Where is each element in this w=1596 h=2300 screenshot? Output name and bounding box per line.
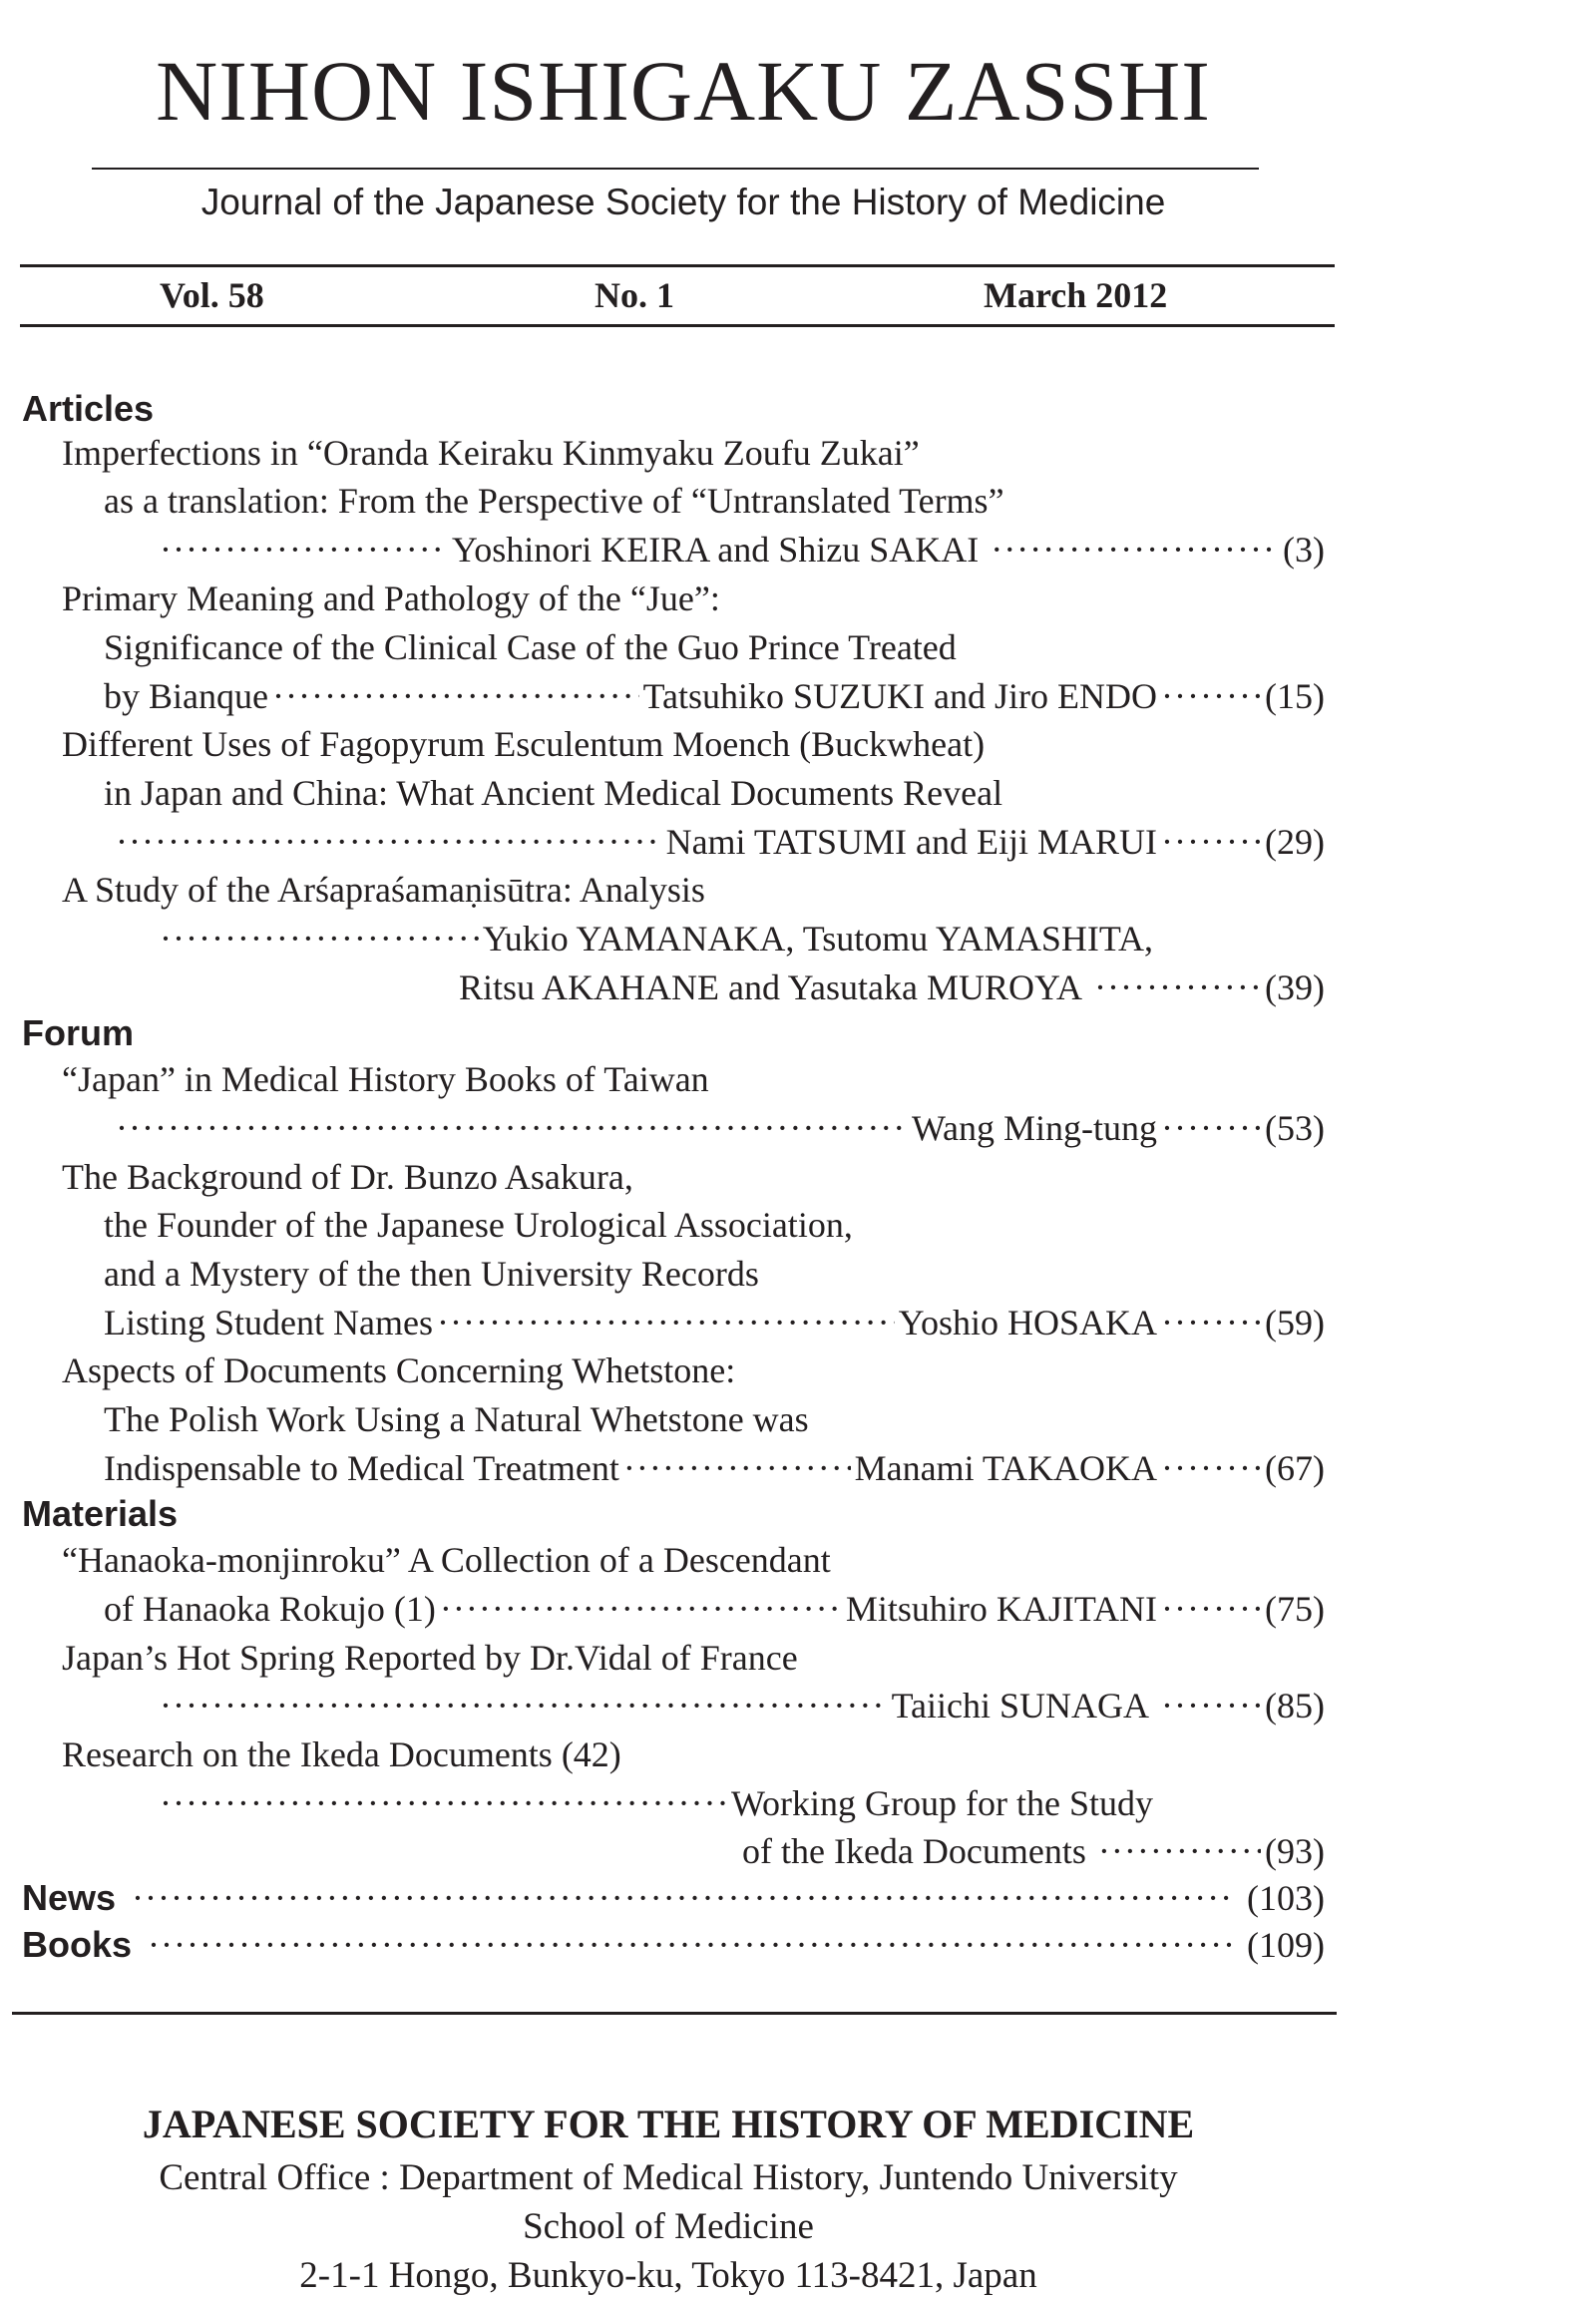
entry-text: and a Mystery of the then University Records (104, 1254, 759, 1294)
toc-entry-title-line (62, 872, 705, 908)
number-label: No. 1 (595, 275, 674, 315)
entry-page: (85) (1265, 1686, 1325, 1725)
publisher-footer (0, 2075, 1337, 2300)
section-heading-forum: Forum (22, 1012, 134, 1053)
entry-authors: Yoshinori KEIRA and Shizu SAKAI (451, 530, 980, 570)
leader-dots (623, 1450, 851, 1486)
toc-entry-news (22, 1877, 1325, 1918)
entry-text: Imperfections in “Oranda Keiraku Kinmyaku Zoufu Zukai” (62, 433, 920, 473)
leader-dots (1161, 1450, 1261, 1486)
society-name: JAPANESE SOCIETY FOR THE HISTORY OF MEDICINE (142, 2102, 1195, 2146)
entry-text: the Founder of the Japanese Urological Association, (104, 1205, 853, 1245)
toc-entry-title-line (62, 1159, 633, 1195)
office-line-1: Central Office : Department of Medical History, Juntendo University (159, 2157, 1178, 2198)
leader-dots (1161, 824, 1261, 860)
entry-text: Indispensable to Medical Treatment (104, 1448, 619, 1488)
toc-entry-author-line (104, 1591, 1325, 1627)
entry-text: Research on the Ikeda Documents (42) (62, 1734, 621, 1774)
section-heading-news: News (22, 1877, 117, 1918)
entry-authors: Mitsuhiro KAJITANI (845, 1589, 1158, 1629)
entry-text: Primary Meaning and Pathology of the “Jue”: (62, 578, 720, 618)
entry-page: (103) (1247, 1878, 1325, 1918)
toc-entry-author-line (156, 921, 1153, 957)
journal-subtitle: Journal of the Japanese Society for the History of Medicine (200, 182, 1166, 222)
entry-text: Japan’s Hot Spring Reported by Dr.Vidal of France (62, 1638, 798, 1678)
entry-page: (3) (1283, 530, 1325, 570)
entry-authors: Nami TATSUMI and Eiji MARUI (665, 822, 1158, 862)
entry-text: in Japan and China: What Ancient Medical Documents Reveal (104, 773, 1003, 813)
toc-entry-title-line (104, 1207, 853, 1243)
toc-entry-author-line (104, 1450, 1325, 1486)
toc-entry-title-line (62, 1352, 735, 1388)
issue-top-rule (20, 264, 1335, 267)
toc-entry-title-line (62, 580, 720, 616)
leader-dots (437, 1305, 895, 1341)
toc-entry-title-line (104, 629, 957, 665)
toc-entry-title-line (104, 1256, 759, 1292)
entry-page: (93) (1265, 1831, 1325, 1871)
leader-dots (160, 921, 479, 957)
toc-entry-author-line (156, 1688, 1325, 1724)
entry-text: A Study of the Arśapraśamaṇisūtra: Analysis (62, 870, 705, 910)
entry-text: “Hanaoka-monjinroku” A Collection of a Descendant (62, 1540, 831, 1580)
leader-dots (991, 532, 1279, 568)
entry-text: The Polish Work Using a Natural Whetstone was (104, 1399, 809, 1439)
office-address (0, 2154, 1337, 2300)
entry-authors: Working Group for the Study (730, 1783, 1153, 1823)
toc-entry-title-line (104, 483, 1004, 519)
toc-entry-title-line (62, 1640, 798, 1676)
issue-date: March 2012 (984, 275, 1168, 315)
entry-page: (109) (1247, 1925, 1325, 1965)
section-heading-books: Books (22, 1924, 133, 1965)
leader-dots (1161, 1305, 1261, 1341)
entry-page: (29) (1265, 822, 1325, 862)
toc-entry-author-line (742, 1833, 1325, 1869)
toc-entry-author-line (112, 824, 1325, 860)
toc-entry-author-line (104, 678, 1325, 714)
entry-text: Listing Student Names (104, 1303, 433, 1342)
leader-dots (160, 532, 448, 568)
postal-address: 2-1-1 Hongo, Bunkyo-ku, Tokyo 113-8421, Japan (299, 2254, 1037, 2296)
entry-page: (53) (1265, 1108, 1325, 1148)
toc-entry-title-line (62, 1061, 709, 1097)
toc-entry-author-line (104, 1305, 1325, 1341)
toc-entry-title-line (62, 1542, 831, 1578)
office-line-2: School of Medicine (523, 2205, 814, 2247)
section-heading-articles: Articles (22, 388, 155, 429)
entry-text: as a translation: From the Perspective of “Untranslated Terms” (104, 481, 1004, 521)
leader-dots (1161, 1688, 1261, 1724)
toc-entry-author-line (112, 1110, 1325, 1146)
toc-entry-title-line (104, 1401, 809, 1437)
issue-bottom-rule (20, 324, 1335, 327)
leader-dots (148, 1927, 1233, 1963)
entry-authors: Taiichi SUNAGA (891, 1686, 1150, 1725)
volume-label: Vol. 58 (160, 275, 264, 315)
toc-entry-books (22, 1924, 1325, 1965)
entry-text: “Japan” in Medical History Books of Taiwan (62, 1059, 709, 1099)
leader-dots (1161, 678, 1261, 714)
leader-dots (160, 1688, 888, 1724)
entry-text: Aspects of Documents Concerning Whetstone: (62, 1350, 736, 1390)
journal-title: NIHON ISHIGAKU ZASSHI (156, 43, 1211, 139)
toc-entry-title-line (62, 435, 920, 471)
entry-authors: Ritsu AKAHANE and Yasutaka MUROYA (459, 967, 1083, 1007)
entry-text: Different Uses of Fagopyrum Esculentum Moench (Buckwheat) (62, 724, 986, 764)
toc-entry-author-line (156, 532, 1325, 568)
toc-entry-title-line (62, 1736, 621, 1772)
leader-dots (272, 678, 639, 714)
entry-authors: Yoshio HOSAKA (898, 1303, 1158, 1342)
entry-authors: Manami TAKAOKA (854, 1448, 1158, 1488)
entry-page: (75) (1265, 1589, 1325, 1629)
entry-authors: of the Ikeda Documents (742, 1831, 1086, 1871)
masthead (0, 0, 1596, 339)
leader-dots (1161, 1110, 1261, 1146)
entry-page: (39) (1265, 967, 1325, 1007)
leader-dots (132, 1880, 1233, 1916)
leader-dots (116, 1110, 908, 1146)
toc-entry-author-line (156, 1785, 1153, 1821)
leader-dots (1161, 1591, 1261, 1627)
entry-authors: Yukio YAMANAKA, Tsutomu YAMASHITA, (482, 919, 1153, 958)
entry-text: Significance of the Clinical Case of the Guo Prince Treated (104, 627, 957, 667)
section-heading-materials: Materials (22, 1493, 179, 1534)
entry-text: by Bianque (104, 676, 268, 716)
title-rule (92, 168, 1259, 170)
leader-dots (440, 1591, 842, 1627)
leader-dots (116, 824, 662, 860)
entry-page: (59) (1265, 1303, 1325, 1342)
leader-dots (160, 1785, 727, 1821)
entry-text: The Background of Dr. Bunzo Asakura, (62, 1157, 633, 1197)
entry-page: (67) (1265, 1448, 1325, 1488)
entry-authors: Tatsuhiko SUZUKI and Jiro ENDO (642, 676, 1158, 716)
footer-rule (12, 2012, 1337, 2015)
entry-authors: Wang Ming-tung (911, 1108, 1158, 1148)
leader-dots (1098, 1833, 1261, 1869)
leader-dots (1094, 969, 1261, 1005)
toc-entry-author-line (459, 969, 1325, 1005)
toc-entry-title-line (62, 726, 985, 762)
toc-entry-title-line (104, 775, 1002, 811)
entry-text: of Hanaoka Rokujo (1) (104, 1589, 436, 1629)
entry-page: (15) (1265, 676, 1325, 716)
